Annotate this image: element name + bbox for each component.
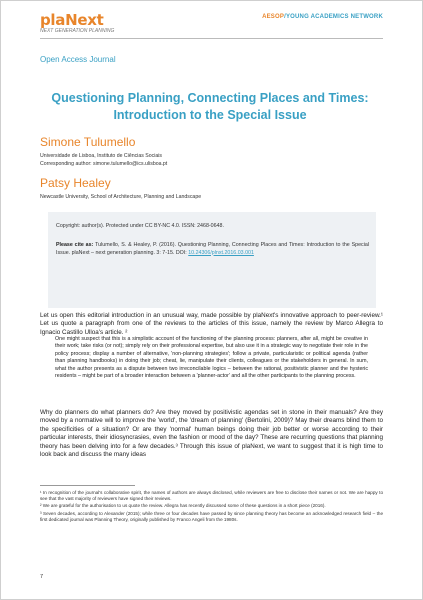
citation-text — [56, 242, 369, 257]
footnote-2: ² We are grateful for the authorisation to us quote the review. Allegra has recently discussed some of these questions in a short piece (2016). — [40, 503, 326, 509]
block-quote: One might suspect that this is a simplistic account of the functioning of the planning process: planners, after all, might be creative in their work; take risks (or not); simply rely on their professional expertise, but also use it in a strategic way to negotiate their role in the policy process; display a number of alternative, 'non-planning strategies'; follow a private, particularistic or political agenda (rather than planning handbooks) in doing their job; cheat, lie, manipulate their clients, colleagues or the stakeholders in general. In sum, what the author presents as a dispute between two irreconcilable logics – between the rational, positivistic planner and the hysteric residents – might be part of a broader interaction between a 'planner-actor' and all the other participants to the planning process. — [55, 336, 368, 380]
cite-label: Please cite as: — [56, 242, 94, 248]
header-divider — [40, 38, 383, 39]
page-number: 7 — [40, 574, 44, 580]
author-name-2: Patsy Healey — [40, 176, 111, 190]
body-paragraph-1: Let us open this editorial introduction in an unusual way, made possible by plaNext's innovative approach to peer-review.¹ Let us quote a paragraph from one of the reviews to the articles of this issue, namely the review by Marco Allegra to Ignacio Castillo Ulloa's article. ² — [40, 312, 383, 336]
article-title: Questioning Planning, Connecting Places and Times: Introduction to the Special Issue — [51, 91, 369, 122]
author-affiliation-1 — [40, 152, 167, 168]
body-paragraph-2: Why do planners do what planners do? Are they moved by positivistic agendas set in stone in their manuals? Are they moved by a normative will to improve the 'world', the 'dream of planning' (Bertolini, 2009)? May their dreams blind them to the specificities of a situation? Or are they 'normal' human beings doing their job better or worse according to their particular interests, their idiosyncrasies, even the fashion or mood of the day? These are recurring questions that planning theory has been delving into for a few decades.³ Through this issue of plaNext, we want to suggest that it is high time to look back and discuss the many ideas — [40, 409, 383, 459]
author-affiliation-2 — [40, 193, 201, 201]
network-label-yan: /YOUNG ACADEMICS NETWORK — [284, 14, 383, 20]
logo-subtitle: NEXT GENERATION PLANNING — [40, 28, 115, 34]
doi-link[interactable]: 10.24306/plnxt.2016.03.001 — [188, 249, 254, 256]
footnote-divider — [40, 485, 135, 486]
open-access-label: Open Access Journal — [40, 55, 116, 64]
author-name-1: Simone Tulumello — [40, 135, 136, 149]
affiliation-line: Universidade de Lisboa, Instituto de Ciências Sociais — [40, 153, 162, 159]
corresponding-author: Corresponding author: simone.tulumello@ics.ulisboa.pt — [40, 161, 168, 167]
network-label — [262, 14, 383, 20]
network-label-aesop: AESOP — [262, 14, 285, 20]
copyright-notice: Copyright: author(s). Protected under CC BY-NC 4.0. ISSN: 2468-0648. — [56, 223, 224, 229]
cite-body: Tulumello, S. & Healey, P. (2016). Questioning Planning, Connecting Places and Times: Introduction to the Special Issue. plaNext – next generation planning. 3: 7-15. DOI: — [56, 242, 369, 256]
affiliation-line: Newcastle University, School of Architecture, Planning and Landscape — [40, 194, 202, 200]
footnote-1: ¹ In recognition of the journal's collaborative spirit, the names of authors are always disclosed, while reviewers are free to disclose their names or not. We are happy to see that the vast majority of reviewers have signed their reviews. — [40, 490, 383, 502]
journal-logo: plaNext — [40, 11, 104, 29]
footnotes — [40, 490, 383, 524]
footnote-3: ³ Seven decades, according to Alexander (2015); while three or four decades have passed by since planning theory has become an acknowledged research field – the first dedicated journal was Planning Theory, originally published by Franco Angeli from the 1980s. — [40, 510, 383, 522]
